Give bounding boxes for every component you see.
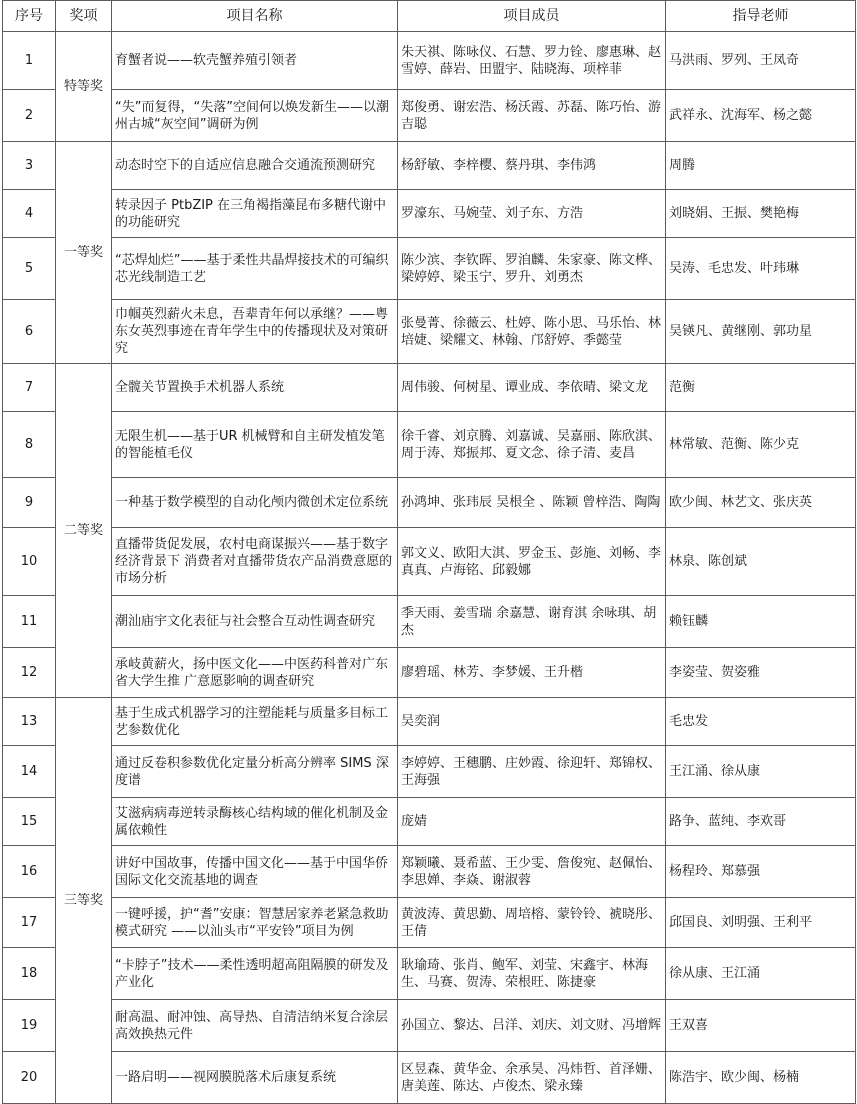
table-row bbox=[3, 300, 856, 364]
row-seq: 15 bbox=[3, 798, 56, 846]
advisors: 刘晓娟、王振、樊艳梅 bbox=[666, 190, 856, 238]
advisors: 路争、蓝纯、李欢哥 bbox=[666, 798, 856, 846]
table-row bbox=[3, 528, 856, 596]
table-row bbox=[3, 238, 856, 300]
advisors: 林常敏、范衡、陈少克 bbox=[666, 412, 856, 478]
project-members: 区昱森、黄华金、余承昊、冯炜哲、首泽姗、唐美莲、陈达、卢俊杰、梁永臻 bbox=[398, 1052, 666, 1104]
project-members: 罗濠东、马婉莹、刘子东、方浩 bbox=[398, 190, 666, 238]
project-members: 郑俊勇、谢宏浩、杨沃霞、苏磊、陈巧怡、游吉聪 bbox=[398, 90, 666, 142]
advisors: 马洪雨、罗列、王凤奇 bbox=[666, 32, 856, 90]
project-members: 郭文义、欧阳大淇、罗金玉、彭施、刘畅、李真真、卢海铭、邱毅娜 bbox=[398, 528, 666, 596]
table-body bbox=[3, 32, 856, 1104]
advisors: 王双喜 bbox=[666, 1000, 856, 1052]
project-name: 基于生成式机器学习的注塑能耗与质量多目标工艺参数优化 bbox=[112, 698, 398, 746]
row-seq: 4 bbox=[3, 190, 56, 238]
row-seq: 17 bbox=[3, 898, 56, 948]
project-name: 通过反卷积参数优化定量分析高分辨率 SIMS 深度谱 bbox=[112, 746, 398, 798]
project-name: “失”而复得，“失落”空间何以焕发新生——以潮州古城“灰空间”调研为例 bbox=[112, 90, 398, 142]
project-name: 一键呼援，护“耆”安康：智慧居家养老紧急救助模式研究 ——以汕头市“平安铃”项目为例 bbox=[112, 898, 398, 948]
project-members: 张曼菁、徐薇云、杜婷、陈小思、马乐怡、林培婕、梁耀文、林翰、邝舒婷、季懿莹 bbox=[398, 300, 666, 364]
project-members: 徐千睿、刘京腾、刘嘉诚、吴嘉丽、陈欣淇、周于涛、郑振邦、夏文念、徐子清、麦昌 bbox=[398, 412, 666, 478]
table-row bbox=[3, 478, 856, 528]
award-level: 特等奖 bbox=[56, 32, 112, 142]
advisors: 杨程玲、郑慕强 bbox=[666, 846, 856, 898]
advisors: 徐从康、王江涌 bbox=[666, 948, 856, 1000]
project-members: 孙国立、黎达、吕洋、刘庆、刘文财、冯增辉 bbox=[398, 1000, 666, 1052]
project-members: 廖碧瑶、林芳、李梦媛、王升楷 bbox=[398, 648, 666, 698]
advisors: 林泉、陈创斌 bbox=[666, 528, 856, 596]
row-seq: 14 bbox=[3, 746, 56, 798]
project-members: 杨舒敏、李梓樱、蔡丹琪、李伟鸿 bbox=[398, 142, 666, 190]
project-name: 巾帼英烈薪火未息，吾辈青年何以承继？——粤东女英烈事迹在青年学生中的传播现状及对策研究 bbox=[112, 300, 398, 364]
project-members: 庞婧 bbox=[398, 798, 666, 846]
row-seq: 12 bbox=[3, 648, 56, 698]
row-seq: 18 bbox=[3, 948, 56, 1000]
project-members: 耿瑜琦、张肖、鲍军、刘莹、宋鑫宇、林海生、马赛、贺涛、荣根旺、陈捷豪 bbox=[398, 948, 666, 1000]
project-members: 郑颖曦、聂希蓝、王少雯、詹俊宛、赵佩怡、李思婵、李焱、谢淑蓉 bbox=[398, 846, 666, 898]
project-members: 陈少滨、李钦晖、罗洎麟、朱家豪、陈文桦、梁婷婷、梁玉宁、罗升、刘勇杰 bbox=[398, 238, 666, 300]
project-name: 转录因子 PtbZIP 在三角褐指藻昆布多糖代谢中的功能研究 bbox=[112, 190, 398, 238]
advisors: 王江涌、徐从康 bbox=[666, 746, 856, 798]
header-award: 奖项 bbox=[56, 1, 112, 32]
table-row bbox=[3, 364, 856, 412]
row-seq: 10 bbox=[3, 528, 56, 596]
project-members: 黄波涛、黄思勤、周培榕、蒙铃铃、裭晓彤、王倩 bbox=[398, 898, 666, 948]
row-seq: 19 bbox=[3, 1000, 56, 1052]
table-row bbox=[3, 798, 856, 846]
project-name: 承岐黄薪火，扬中医文化——中医药科普对广东省大学生推 广意愿影响的调查研究 bbox=[112, 648, 398, 698]
award-level: 三等奖 bbox=[56, 698, 112, 1104]
row-seq: 11 bbox=[3, 596, 56, 648]
project-members: 吴奕润 bbox=[398, 698, 666, 746]
project-name: 艾滋病病毒逆转录酶核心结构域的催化机制及金属依赖性 bbox=[112, 798, 398, 846]
row-seq: 6 bbox=[3, 300, 56, 364]
advisors: 周腾 bbox=[666, 142, 856, 190]
project-name: 动态时空下的自适应信息融合交通流预测研究 bbox=[112, 142, 398, 190]
header-row bbox=[3, 1, 856, 32]
header-seq: 序号 bbox=[3, 1, 56, 32]
project-name: “卡脖子”技术——柔性透明超高阻隔膜的研发及产业化 bbox=[112, 948, 398, 1000]
advisors: 邱国良、刘明强、王利平 bbox=[666, 898, 856, 948]
project-members: 季天雨、姜雪瑞 余嘉慧、谢育淇 余咏琪、胡杰 bbox=[398, 596, 666, 648]
advisors: 陈浩宇、欧少闽、杨楠 bbox=[666, 1052, 856, 1104]
project-name: 育蟹者说——软壳蟹养殖引领者 bbox=[112, 32, 398, 90]
project-name: 直播带货促发展，农村电商谋振兴——基于数字经济背景下 消费者对直播带货农产品消费意愿的市场分析 bbox=[112, 528, 398, 596]
row-seq: 2 bbox=[3, 90, 56, 142]
table-row bbox=[3, 846, 856, 898]
table-row bbox=[3, 698, 856, 746]
header-project-members: 项目成员 bbox=[398, 1, 666, 32]
table-row bbox=[3, 412, 856, 478]
award-level: 一等奖 bbox=[56, 142, 112, 364]
project-name: “芯焊灿烂”——基于柔性共晶焊接技术的可编织芯光线制造工艺 bbox=[112, 238, 398, 300]
advisors: 武祥永、沈海军、杨之懿 bbox=[666, 90, 856, 142]
row-seq: 20 bbox=[3, 1052, 56, 1104]
row-seq: 1 bbox=[3, 32, 56, 90]
advisors: 李姿莹、贺姿雅 bbox=[666, 648, 856, 698]
table-row bbox=[3, 746, 856, 798]
advisors: 范衡 bbox=[666, 364, 856, 412]
awards-table bbox=[2, 0, 856, 1104]
row-seq: 9 bbox=[3, 478, 56, 528]
project-name: 无限生机——基于UR 机械臂和自主研发植发笔的智能植毛仪 bbox=[112, 412, 398, 478]
table-row bbox=[3, 648, 856, 698]
advisors: 毛忠发 bbox=[666, 698, 856, 746]
project-name: 讲好中国故事，传播中国文化——基于中国华侨国际文化交流基地的调查 bbox=[112, 846, 398, 898]
table-row bbox=[3, 90, 856, 142]
table-row bbox=[3, 898, 856, 948]
row-seq: 7 bbox=[3, 364, 56, 412]
project-members: 孙鸿坤、张玮辰 吴根全 、陈颖 曾梓浩、陶陶 bbox=[398, 478, 666, 528]
table-row bbox=[3, 948, 856, 1000]
table-row bbox=[3, 32, 856, 90]
project-name: 潮汕庙宇文化表征与社会整合互动性调查研究 bbox=[112, 596, 398, 648]
advisors: 赖钰麟 bbox=[666, 596, 856, 648]
table-row bbox=[3, 1052, 856, 1104]
row-seq: 5 bbox=[3, 238, 56, 300]
row-seq: 16 bbox=[3, 846, 56, 898]
table-row bbox=[3, 596, 856, 648]
row-seq: 8 bbox=[3, 412, 56, 478]
project-name: 一种基于数学模型的自动化颅内微创术定位系统 bbox=[112, 478, 398, 528]
project-name: 耐高温、耐冲蚀、高导热、自清洁纳米复合涂层高效换热元件 bbox=[112, 1000, 398, 1052]
header-project-name: 项目名称 bbox=[112, 1, 398, 32]
table-row bbox=[3, 1000, 856, 1052]
advisors: 吴涛、毛忠发、叶玮琳 bbox=[666, 238, 856, 300]
project-members: 朱天祺、陈咏仪、石慧、罗力铨、廖惠琳、赵雪婷、薛岩、田盟宇、陆晓海、项梓菲 bbox=[398, 32, 666, 90]
advisors: 吴锳凡、黄继刚、郭功星 bbox=[666, 300, 856, 364]
project-name: 一路启明——视网膜脱落术后康复系统 bbox=[112, 1052, 398, 1104]
row-seq: 13 bbox=[3, 698, 56, 746]
project-members: 李婷婷、王穗鹏、庄妙霞、徐迎轩、郑锦权、王海强 bbox=[398, 746, 666, 798]
row-seq: 3 bbox=[3, 142, 56, 190]
project-members: 周伟骏、何树星、谭业成、李依晴、梁文龙 bbox=[398, 364, 666, 412]
award-level: 二等奖 bbox=[56, 364, 112, 698]
project-name: 全髋关节置换手术机器人系统 bbox=[112, 364, 398, 412]
table-row bbox=[3, 190, 856, 238]
header-advisors: 指导老师 bbox=[666, 1, 856, 32]
advisors: 欧少闽、林艺文、张庆英 bbox=[666, 478, 856, 528]
table-row bbox=[3, 142, 856, 190]
